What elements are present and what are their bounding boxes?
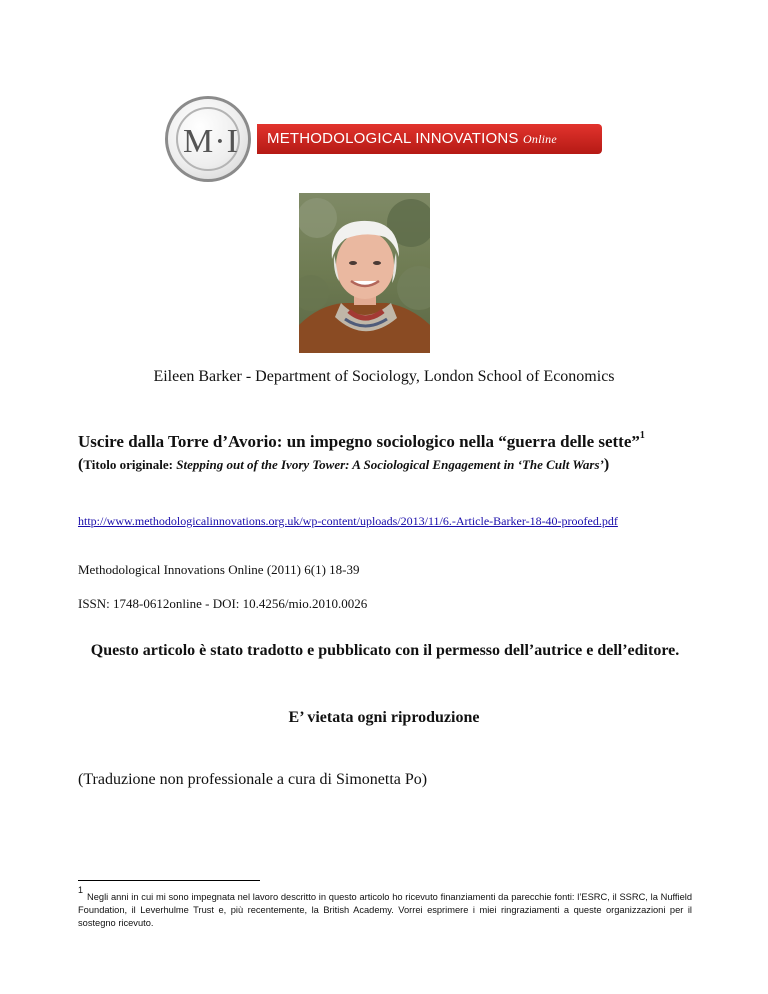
article-title: [78, 432, 645, 452]
permission-notice: Questo articolo è stato tradotto e pubblicato con il permesso dell’autrice e dell’editore.: [90, 642, 680, 659]
footnote-marker: 1: [78, 885, 84, 895]
issn-doi: ISSN: 1748-0612online - DOI: 10.4256/mio.2010.0026: [78, 596, 368, 611]
logo-name: METHODOLOGICAL INNOVATIONS: [267, 130, 519, 147]
reproduction-notice: E’ vietata ogni riproduzione: [288, 709, 480, 726]
citation: Methodological Innovations Online (2011) 6(1) 18-39: [78, 562, 360, 577]
footnote-text: Negli anni in cui mi sono impegnata nel lavoro descritto in questo articolo ho ricevuto finanziamenti da parecchie fonti: l’ESRC, il SSRC, la Nuffield Foundation, il Leverhulme Trust e, più recentemente, la British Academy. Vorrei esprimere i miei ringraziamenti a queste organizzazioni per il sostegno ricevuto.: [78, 892, 692, 929]
footnote: [78, 887, 692, 930]
logo-suffix: Online: [523, 132, 557, 146]
article-title-text: Uscire dalla Torre d’Avorio: un impegno sociologico nella “guerra delle sette”: [78, 432, 640, 451]
author-affiliation: Eileen Barker - Department of Sociology, London School of Economics: [153, 368, 615, 385]
journal-logo: [165, 96, 605, 184]
article-link[interactable]: http://www.methodologicalinnovations.org.uk/wp-content/uploads/2013/11/6.-Article-Barker-18-40-proofed.pdf: [78, 514, 618, 528]
original-title-text: Stepping out of the Ivory Tower: A Sociological Engagement in ‘The Cult Wars’: [176, 457, 604, 472]
original-title-label: Titolo originale:: [83, 457, 177, 472]
translator-credit: (Traduzione non professionale a cura di Simonetta Po): [78, 771, 428, 788]
footnote-ref: 1: [639, 430, 645, 442]
logo-emblem: [165, 96, 251, 182]
footnote-separator: [78, 880, 260, 881]
author-photo: [299, 193, 430, 353]
logo-banner: [257, 124, 602, 154]
logo-mark: M·I: [183, 123, 239, 160]
original-title: (Titolo originale: Stepping out of the Ivory Tower: A Sociological Engagement in ‘The Cult Wars’): [78, 456, 610, 473]
